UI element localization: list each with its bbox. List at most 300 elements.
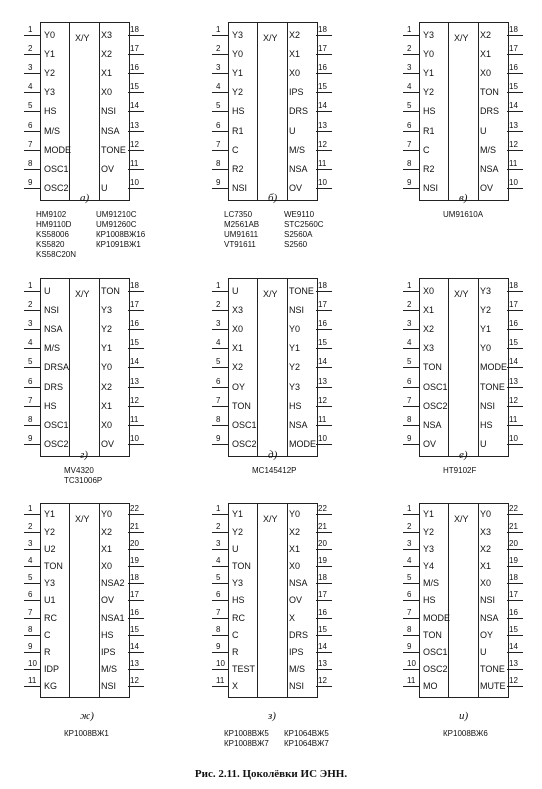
pin-number-right: 15 (130, 82, 139, 92)
pin-label-left: OSC2 (232, 439, 257, 450)
part-number-row (224, 739, 329, 749)
pin-number-right: 14 (509, 357, 518, 367)
pin-lead-left (24, 348, 40, 349)
pin-number-right: 12 (509, 139, 518, 149)
pin-label-left: R1 (423, 125, 435, 136)
pin-label-left: MODE (423, 612, 450, 623)
pin-number-left: 1 (28, 280, 33, 290)
part-number-row (64, 466, 124, 476)
pin-label-right: Y1 (289, 343, 301, 354)
pin-label-left: OY (232, 381, 246, 392)
pin-number-left: 5 (28, 101, 33, 111)
pin-number-right: 14 (509, 101, 518, 111)
part-number: HM9110D (36, 220, 72, 229)
pin-label-right: M/S (289, 144, 306, 155)
pin-lead-left (24, 35, 40, 36)
part-number-row (443, 729, 503, 739)
pin-label-left: M/S (44, 125, 61, 136)
pin-number-right: 20 (318, 538, 327, 548)
pin-lead-left (403, 583, 419, 584)
pin-number-right: 15 (509, 82, 518, 92)
pin-number-right: 14 (130, 101, 139, 111)
pin-lead-right (316, 131, 332, 132)
pin-label-left: Y1 (44, 48, 56, 59)
pin-lead-right (128, 150, 144, 151)
pin-label-right: X0 (289, 67, 301, 78)
pin-label-left: C (232, 629, 239, 640)
pin-label-left: OSC1 (232, 419, 257, 430)
chip-caption: в) (459, 192, 468, 204)
chip-function-label: X/Y (75, 289, 90, 299)
chip-divider-right (99, 504, 100, 697)
pin-number-right: 17 (130, 590, 139, 600)
pin-label-right: OV (101, 439, 115, 450)
pin-lead-right (316, 188, 332, 189)
pin-number-right: 14 (318, 642, 327, 652)
pin-number-right: 18 (509, 24, 518, 34)
pin-lead-left (403, 406, 419, 407)
pin-label-left: DRS (44, 381, 64, 392)
chip-function-label: X/Y (263, 33, 278, 43)
pin-number-left: 7 (407, 607, 412, 617)
pin-label-left: OSC1 (44, 163, 69, 174)
pin-number-left: 2 (28, 43, 33, 53)
pin-lead-left (212, 583, 228, 584)
pin-number-right: 12 (509, 395, 518, 405)
pin-label-left: HS (44, 400, 57, 411)
pin-lead-left (212, 618, 228, 619)
pin-label-right: X0 (289, 561, 301, 572)
pin-lead-left (24, 566, 40, 567)
pin-label-left: Y3 (44, 578, 56, 589)
pin-lead-right (507, 566, 523, 567)
chip-caption: з) (268, 710, 276, 722)
pin-label-right: X0 (101, 87, 113, 98)
part-number-list (252, 466, 312, 476)
pin-lead-right (507, 583, 523, 584)
pin-lead-right (128, 54, 144, 55)
pin-number-right: 14 (130, 357, 139, 367)
pin-lead-left (403, 329, 419, 330)
chip-divider-right (287, 23, 288, 200)
pin-lead-left (24, 73, 40, 74)
chip-a (24, 22, 144, 199)
chip-caption: е) (459, 449, 468, 461)
pin-label-left: OSC1 (423, 647, 448, 658)
pin-lead-left (403, 635, 419, 636)
pin-lead-left (24, 600, 40, 601)
pin-number-right: 14 (130, 642, 139, 652)
pin-number-left: 11 (216, 676, 225, 686)
pin-number-right: 10 (509, 178, 518, 188)
pin-lead-left (24, 92, 40, 93)
pin-lead-right (507, 54, 523, 55)
pin-lead-right (316, 150, 332, 151)
pin-number-left: 9 (28, 642, 33, 652)
pin-lead-right (316, 549, 332, 550)
pin-lead-right (128, 310, 144, 311)
pin-lead-left (212, 329, 228, 330)
pin-number-left: 6 (216, 376, 221, 386)
pin-label-left: HS (423, 106, 436, 117)
pin-lead-left (24, 549, 40, 550)
chip-caption: и) (459, 710, 469, 722)
pin-label-right: U (480, 439, 487, 450)
pin-number-left: 6 (216, 120, 221, 130)
pin-label-right: TONE (101, 144, 126, 155)
pin-number-right: 12 (130, 676, 139, 686)
pin-lead-right (507, 532, 523, 533)
pin-lead-right (316, 73, 332, 74)
pin-lead-right (316, 406, 332, 407)
pin-label-left: C (44, 629, 51, 640)
part-number: UM91260C (96, 220, 137, 229)
part-number: STC2560C (284, 220, 324, 229)
chip-i (403, 503, 523, 696)
pin-lead-left (212, 600, 228, 601)
pin-number-right: 12 (318, 395, 327, 405)
pin-lead-left (212, 111, 228, 112)
chip-divider-left (257, 23, 258, 200)
pin-number-left: 10 (407, 659, 416, 669)
pin-lead-left (212, 635, 228, 636)
part-number: КР1064ВЖ7 (284, 739, 329, 748)
pin-number-left: 8 (28, 158, 33, 168)
pin-label-right: NSI (101, 681, 117, 692)
pin-number-left: 5 (28, 573, 33, 583)
pin-number-left: 3 (407, 62, 412, 72)
pin-label-right: TON (480, 87, 499, 98)
pin-number-left: 1 (216, 504, 221, 514)
pin-label-right: DRS (289, 106, 309, 117)
pin-label-right: X0 (101, 419, 113, 430)
pin-lead-right (128, 367, 144, 368)
pin-number-left: 2 (28, 521, 33, 531)
pin-label-right: NSI (480, 595, 496, 606)
chip-function-label: X/Y (454, 289, 469, 299)
pin-number-right: 13 (318, 120, 327, 130)
pin-label-left: RC (232, 612, 245, 623)
pin-label-right: X1 (480, 48, 492, 59)
pin-label-left: OSC2 (44, 183, 69, 194)
pin-label-right: Y0 (480, 343, 492, 354)
chip-divider-left (257, 279, 258, 456)
pin-number-left: 2 (216, 521, 221, 531)
pin-number-left: 3 (28, 318, 33, 328)
pin-number-right: 20 (509, 538, 518, 548)
pin-lead-right (316, 600, 332, 601)
pin-number-left: 9 (28, 178, 33, 188)
pin-label-right: X1 (289, 48, 301, 59)
pin-number-right: 18 (130, 24, 139, 34)
pin-label-left: U (232, 543, 239, 554)
pin-lead-right (507, 618, 523, 619)
pin-lead-left (212, 92, 228, 93)
pin-number-right: 13 (318, 376, 327, 386)
pin-lead-right (507, 329, 523, 330)
pin-lead-left (24, 425, 40, 426)
pin-label-right: Y3 (289, 381, 301, 392)
pin-number-right: 22 (130, 504, 139, 514)
pin-lead-right (128, 686, 144, 687)
pin-label-left: Y3 (423, 29, 435, 40)
pin-lead-left (24, 111, 40, 112)
pin-number-right: 15 (318, 338, 327, 348)
pin-lead-right (316, 291, 332, 292)
pin-number-left: 4 (216, 556, 221, 566)
pin-number-right: 21 (130, 521, 139, 531)
part-number-row (443, 466, 503, 476)
pin-label-left: TEST (232, 664, 256, 675)
pin-number-left: 6 (407, 590, 412, 600)
pin-label-left: X1 (423, 304, 435, 315)
pin-label-right: OV (480, 183, 494, 194)
pin-lead-right (507, 35, 523, 36)
chip-function-label: X/Y (75, 514, 90, 524)
pin-lead-left (403, 686, 419, 687)
pin-lead-left (403, 652, 419, 653)
pin-lead-right (128, 92, 144, 93)
pin-number-right: 16 (130, 62, 139, 72)
pin-number-left: 1 (407, 24, 412, 34)
pin-label-right: X2 (101, 526, 113, 537)
pin-number-right: 14 (318, 101, 327, 111)
pin-label-right: MODE (480, 362, 507, 373)
pin-number-left: 3 (407, 318, 412, 328)
pin-label-left: X2 (232, 362, 244, 373)
part-number-list (224, 210, 324, 250)
part-number: КР1091ВЖ1 (96, 240, 141, 249)
pin-lead-left (212, 291, 228, 292)
pin-label-right: NSA2 (101, 578, 125, 589)
pin-number-left: 7 (28, 139, 33, 149)
pin-lead-left (212, 131, 228, 132)
pin-lead-left (212, 406, 228, 407)
pin-label-left: C (423, 144, 430, 155)
pin-number-left: 7 (216, 607, 221, 617)
chip-b (212, 22, 332, 199)
pin-lead-right (507, 310, 523, 311)
pin-number-right: 16 (130, 607, 139, 617)
pin-label-right: Y0 (289, 323, 301, 334)
pin-lead-right (507, 514, 523, 515)
pin-lead-left (403, 387, 419, 388)
pin-label-right: IPS (289, 647, 304, 658)
pin-number-right: 10 (318, 178, 327, 188)
pin-lead-right (316, 618, 332, 619)
pin-lead-right (507, 444, 523, 445)
part-number: VT91611 (224, 240, 256, 249)
pin-lead-right (316, 310, 332, 311)
chip-caption: б) (268, 192, 278, 204)
part-number-row (64, 729, 124, 739)
part-number: TC31006P (64, 476, 103, 485)
part-number-row (36, 240, 145, 250)
pin-label-left: Y2 (423, 526, 435, 537)
pin-number-left: 2 (407, 521, 412, 531)
pin-lead-right (316, 686, 332, 687)
pin-number-right: 17 (509, 299, 518, 309)
pin-lead-left (403, 348, 419, 349)
pin-number-left: 8 (28, 624, 33, 634)
pin-lead-left (212, 35, 228, 36)
pin-label-left: M/S (44, 343, 61, 354)
pin-lead-right (507, 169, 523, 170)
pin-label-right: X3 (480, 526, 492, 537)
chip-divider-right (287, 279, 288, 456)
pin-number-left: 4 (28, 338, 33, 348)
pin-lead-left (24, 635, 40, 636)
pin-lead-right (128, 635, 144, 636)
pin-label-left: R (44, 647, 51, 658)
pin-number-left: 9 (407, 642, 412, 652)
pin-label-right: HS (480, 419, 493, 430)
pin-lead-left (24, 514, 40, 515)
pin-label-left: HS (44, 106, 57, 117)
pin-number-left: 6 (216, 590, 221, 600)
pin-number-left: 4 (407, 338, 412, 348)
pin-number-left: 7 (28, 607, 33, 617)
pin-label-right: NSI (480, 400, 496, 411)
pin-label-right: IPS (101, 647, 116, 658)
pin-lead-right (507, 686, 523, 687)
pin-number-right: 15 (318, 82, 327, 92)
part-number: HT9102F (443, 466, 477, 475)
pin-label-right: NSA (289, 578, 308, 589)
pin-lead-right (507, 92, 523, 93)
pin-lead-right (128, 566, 144, 567)
pin-number-left: 9 (28, 434, 33, 444)
pin-number-left: 8 (407, 624, 412, 634)
chip-divider-right (478, 23, 479, 200)
pin-label-right: X2 (480, 29, 492, 40)
pin-lead-right (316, 92, 332, 93)
chip-divider-left (69, 23, 70, 200)
part-number: HM9102 (36, 210, 67, 219)
pin-label-right: TONE (480, 381, 505, 392)
pin-number-left: 9 (216, 642, 221, 652)
pin-label-left: Y0 (44, 29, 56, 40)
pin-label-right: X1 (101, 400, 113, 411)
pin-label-left: Y2 (44, 67, 56, 78)
pin-lead-right (316, 169, 332, 170)
part-number: KS58C20N (36, 250, 77, 259)
pin-lead-left (212, 549, 228, 550)
pin-number-right: 21 (318, 521, 327, 531)
pin-lead-right (507, 131, 523, 132)
pin-lead-left (403, 532, 419, 533)
pin-label-right: HS (101, 629, 114, 640)
pin-label-right: M/S (289, 664, 306, 675)
pin-label-right: OV (289, 595, 303, 606)
pin-number-left: 5 (216, 573, 221, 583)
pin-label-right: X0 (480, 578, 492, 589)
pin-lead-left (212, 73, 228, 74)
chip-caption: г) (80, 449, 88, 461)
pin-number-right: 18 (318, 280, 327, 290)
pin-number-left: 6 (28, 590, 33, 600)
pin-lead-right (128, 652, 144, 653)
pin-lead-right (316, 514, 332, 515)
part-number: КР1008ВЖ1 (64, 729, 109, 738)
pin-label-right: X2 (101, 381, 113, 392)
pin-lead-left (24, 310, 40, 311)
pin-label-left: Y1 (423, 67, 435, 78)
pin-label-right: OV (101, 163, 115, 174)
pin-number-left: 3 (28, 538, 33, 548)
pin-lead-right (128, 669, 144, 670)
pin-lead-right (507, 652, 523, 653)
pin-number-left: 3 (28, 62, 33, 72)
pin-label-right: X2 (101, 48, 113, 59)
pin-label-left: Y3 (423, 543, 435, 554)
pin-label-right: X1 (101, 543, 113, 554)
pin-number-left: 8 (407, 158, 412, 168)
pin-label-right: NSA1 (101, 612, 125, 623)
chip-caption: а) (80, 192, 90, 204)
chip-divider-left (69, 279, 70, 456)
pin-label-left: U2 (44, 543, 56, 554)
pin-lead-left (212, 387, 228, 388)
pin-label-right: X3 (101, 29, 113, 40)
pin-label-left: Y4 (423, 561, 435, 572)
chip-divider-right (99, 23, 100, 200)
pin-lead-left (403, 150, 419, 151)
pin-label-left: Y1 (232, 509, 244, 520)
pin-lead-left (212, 310, 228, 311)
pin-lead-left (212, 514, 228, 515)
pin-number-left: 3 (407, 538, 412, 548)
pin-lead-left (403, 514, 419, 515)
pin-number-right: 13 (509, 659, 518, 669)
pin-number-left: 4 (216, 82, 221, 92)
pin-number-right: 15 (130, 624, 139, 634)
pin-label-left: NSI (44, 304, 60, 315)
pin-label-right: DRS (289, 629, 309, 640)
pin-lead-right (507, 669, 523, 670)
part-number: КР1008ВЖ7 (224, 739, 269, 748)
pin-label-right: U (101, 183, 108, 194)
pin-label-right: Y0 (101, 362, 113, 373)
pin-label-right: X1 (289, 543, 301, 554)
pin-lead-left (24, 131, 40, 132)
pin-label-left: Y2 (44, 526, 56, 537)
part-number: КР1008ВЖ16 (96, 230, 146, 239)
pin-number-right: 11 (130, 158, 139, 168)
pin-number-left: 2 (216, 299, 221, 309)
pin-number-left: 8 (407, 414, 412, 424)
pin-number-right: 13 (130, 376, 139, 386)
pin-lead-right (128, 329, 144, 330)
pin-label-right: U (480, 647, 487, 658)
pin-label-right: OV (101, 595, 115, 606)
pin-lead-right (128, 583, 144, 584)
pin-number-right: 11 (509, 158, 518, 168)
pin-lead-left (212, 669, 228, 670)
pin-lead-right (507, 291, 523, 292)
pin-number-left: 1 (28, 24, 33, 34)
pin-number-left: 9 (407, 178, 412, 188)
pin-number-left: 4 (216, 338, 221, 348)
pin-number-right: 18 (509, 573, 518, 583)
pin-label-right: NSA (289, 419, 308, 430)
pin-number-right: 17 (130, 43, 139, 53)
pin-label-left: Y3 (232, 578, 244, 589)
pin-number-right: 13 (130, 659, 139, 669)
chip-h (212, 503, 332, 696)
pin-number-right: 16 (130, 318, 139, 328)
pin-number-right: 18 (509, 280, 518, 290)
